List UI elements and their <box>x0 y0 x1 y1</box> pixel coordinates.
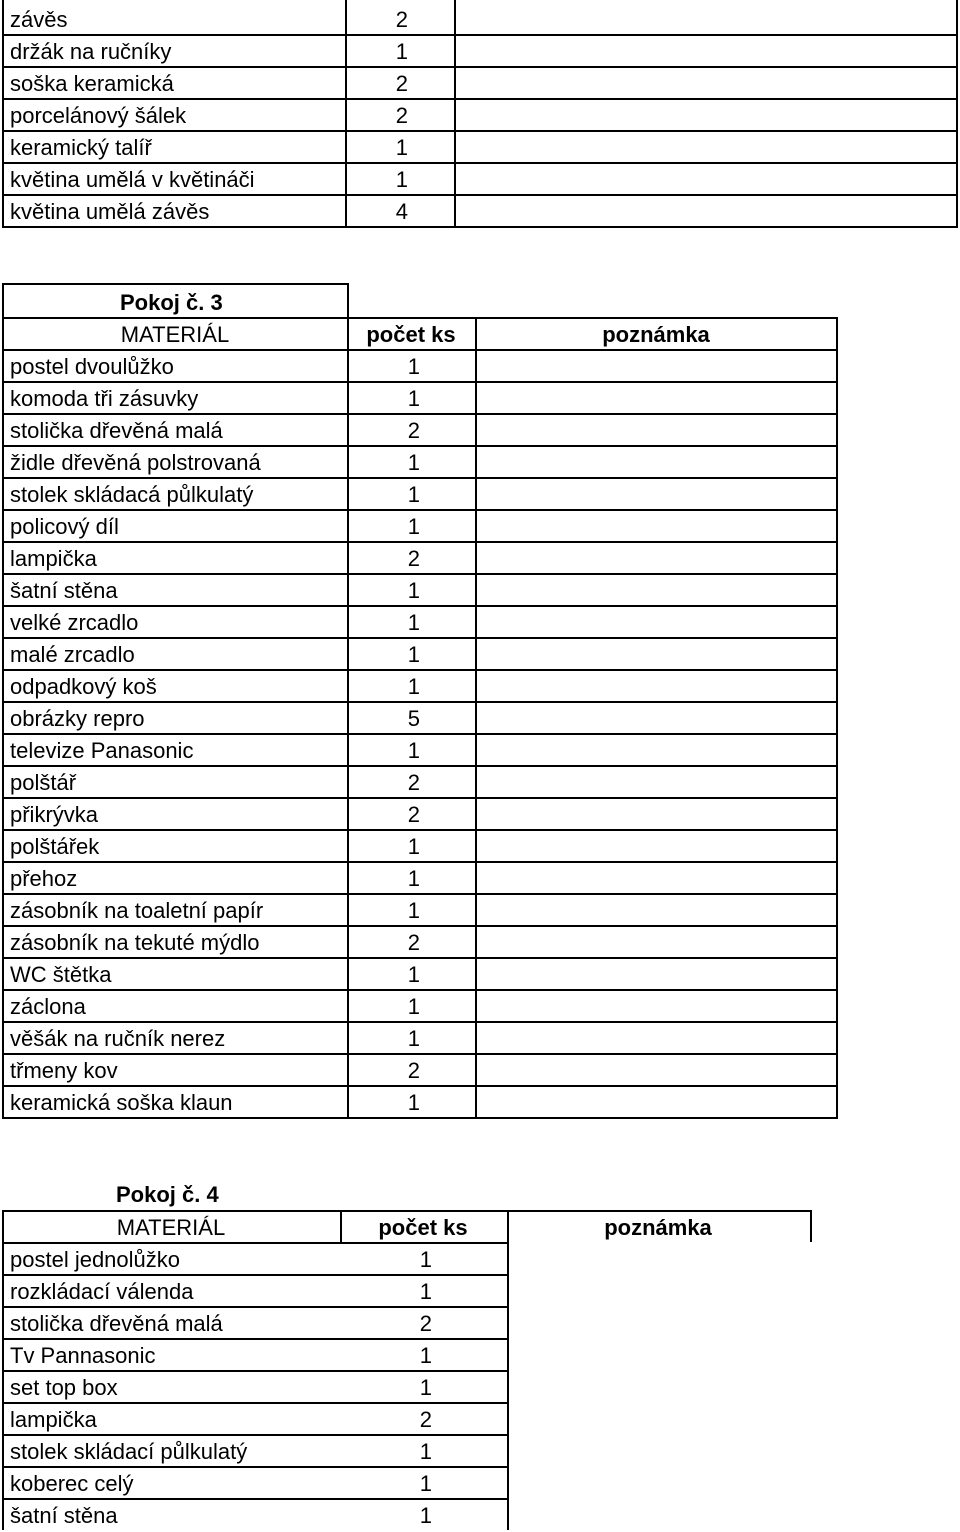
table-row <box>0 383 960 415</box>
section-title-room-3 <box>0 287 960 319</box>
grid-line <box>2 637 838 639</box>
item-count: 2 <box>407 418 420 443</box>
item-name: komoda tři zásuvky <box>10 386 199 411</box>
grid-line <box>2 797 838 799</box>
grid-line <box>2 162 957 164</box>
item-name: šatní stěna <box>10 578 118 603</box>
table-row <box>0 863 960 895</box>
item-name: přikrývka <box>10 802 99 827</box>
grid-line <box>2 1338 507 1340</box>
table-row <box>0 735 960 767</box>
table-header <box>0 319 960 351</box>
table-row <box>0 767 960 799</box>
table-row <box>0 991 960 1023</box>
grid-line <box>2 541 838 543</box>
section-title-room-4 <box>0 1179 960 1211</box>
table-row <box>0 1372 960 1404</box>
table-row <box>0 1468 960 1500</box>
grid-line <box>2 925 838 927</box>
item-name: postel jednolůžko <box>10 1247 181 1272</box>
grid-line <box>2 130 957 132</box>
grid-line <box>2 733 838 735</box>
grid-line <box>2 1306 507 1308</box>
item-name: velké zrcadlo <box>10 610 139 635</box>
grid-line <box>2 317 838 319</box>
table-row <box>0 799 960 831</box>
grid-line <box>2 509 838 511</box>
item-name: květina umělá závěs <box>10 199 210 224</box>
table-row <box>0 639 960 671</box>
table-row <box>0 415 960 447</box>
item-count: 1 <box>407 642 420 667</box>
grid-line <box>2 989 838 991</box>
item-count: 1 <box>407 514 420 539</box>
grid-line <box>347 283 349 1117</box>
item-count: 1 <box>395 39 408 64</box>
grid-line <box>507 1210 509 1530</box>
grid-line <box>2 1085 838 1087</box>
table-row <box>0 68 960 100</box>
grid-line <box>2 765 838 767</box>
table-row <box>0 36 960 68</box>
item-name: televize Panasonic <box>10 738 194 763</box>
item-name: přehoz <box>10 866 78 891</box>
table-row <box>0 196 960 228</box>
table-row <box>0 895 960 927</box>
grid-line <box>2 283 349 285</box>
item-name: odpadkový koš <box>10 674 157 699</box>
table-row <box>0 447 960 479</box>
table-row <box>0 164 960 196</box>
grid-line <box>2 1434 507 1436</box>
item-name: porcelánový šálek <box>10 103 187 128</box>
header-count: počet ks <box>378 1215 468 1240</box>
item-count: 1 <box>407 1090 420 1115</box>
item-count: 4 <box>395 199 408 224</box>
item-count: 1 <box>407 482 420 507</box>
grid-line <box>2 1402 507 1404</box>
item-name: polštář <box>10 770 77 795</box>
table-row <box>0 479 960 511</box>
table-row <box>0 1087 960 1119</box>
grid-line <box>2 701 838 703</box>
table-row <box>0 575 960 607</box>
grid-line <box>340 1210 342 1242</box>
item-name: soška keramická <box>10 71 174 96</box>
item-name: Tv Pannasonic <box>10 1343 156 1368</box>
grid-line <box>2 1242 507 1244</box>
item-count: 1 <box>407 386 420 411</box>
item-count: 2 <box>395 71 408 96</box>
item-count: 2 <box>407 930 420 955</box>
table-row <box>0 543 960 575</box>
table-row <box>0 1308 960 1340</box>
grid-line <box>345 0 347 228</box>
item-count: 2 <box>407 802 420 827</box>
item-count: 1 <box>395 167 408 192</box>
item-name: policový díl <box>10 514 119 539</box>
item-count: 1 <box>407 898 420 923</box>
item-name: postel dvoulůžko <box>10 354 174 379</box>
header-note: poznámka <box>602 322 710 347</box>
table-row <box>0 132 960 164</box>
item-count: 1 <box>407 866 420 891</box>
header-material: MATERIÁL <box>116 1215 226 1240</box>
item-name: stolička dřevěná malá <box>10 1311 223 1336</box>
item-count: 2 <box>407 770 420 795</box>
item-count: 1 <box>407 610 420 635</box>
item-count: 1 <box>407 738 420 763</box>
item-name: třmeny kov <box>10 1058 118 1083</box>
item-count: 1 <box>407 578 420 603</box>
item-count: 2 <box>407 1058 420 1083</box>
item-count: 1 <box>419 1503 432 1528</box>
item-name: set top box <box>10 1375 118 1400</box>
table-row <box>0 1276 960 1308</box>
item-count: 1 <box>407 834 420 859</box>
item-count: 1 <box>407 962 420 987</box>
item-name: zásobník na toaletní papír <box>10 898 264 923</box>
item-name: obrázky repro <box>10 706 145 731</box>
grid-line <box>2 1210 4 1530</box>
item-name: keramická soška klaun <box>10 1090 233 1115</box>
grid-line <box>2 893 838 895</box>
grid-line <box>454 0 456 228</box>
item-count: 1 <box>419 1439 432 1464</box>
item-name: stolička dřevěná malá <box>10 418 223 443</box>
item-count: 2 <box>395 103 408 128</box>
item-count: 1 <box>407 674 420 699</box>
item-count: 1 <box>407 354 420 379</box>
table-row <box>0 1340 960 1372</box>
grid-line <box>475 317 477 1117</box>
item-name: věšák na ručník nerez <box>10 1026 226 1051</box>
item-name: stolek skládací půlkulatý <box>10 1439 248 1464</box>
grid-line <box>2 381 838 383</box>
table-row <box>0 1404 960 1436</box>
table-row <box>0 1244 960 1276</box>
item-count: 2 <box>419 1407 432 1432</box>
item-name: záclona <box>10 994 86 1019</box>
grid-line <box>2 283 4 1117</box>
item-count: 1 <box>419 1247 432 1272</box>
item-count: 1 <box>419 1471 432 1496</box>
grid-line <box>2 66 957 68</box>
grid-line <box>2 1370 507 1372</box>
item-count: 1 <box>395 135 408 160</box>
item-name: šatní stěna <box>10 1503 118 1528</box>
table-row <box>0 4 960 36</box>
grid-line <box>2 477 838 479</box>
table-row <box>0 1436 960 1468</box>
item-count: 1 <box>419 1375 432 1400</box>
room-title: Pokoj č. 3 <box>120 290 223 315</box>
header-note: poznámka <box>604 1215 712 1240</box>
item-count: 5 <box>407 706 420 731</box>
item-name: WC štětka <box>10 962 112 987</box>
item-name: lampička <box>10 1407 97 1432</box>
item-name: lampička <box>10 546 97 571</box>
grid-line <box>2 349 838 351</box>
item-name: koberec celý <box>10 1471 134 1496</box>
item-count: 2 <box>407 546 420 571</box>
table-row <box>0 927 960 959</box>
grid-line <box>2 669 838 671</box>
table-row <box>0 607 960 639</box>
item-name: malé zrcadlo <box>10 642 135 667</box>
grid-line <box>2 0 4 228</box>
header-count: počet ks <box>366 322 456 347</box>
item-name: polštářek <box>10 834 100 859</box>
item-count: 1 <box>407 994 420 1019</box>
table-row <box>0 351 960 383</box>
grid-line <box>956 0 958 228</box>
item-count: 1 <box>419 1343 432 1368</box>
room-title: Pokoj č. 4 <box>116 1182 219 1207</box>
item-name: zásobník na tekuté mýdlo <box>10 930 260 955</box>
item-count: 1 <box>419 1279 432 1304</box>
grid-line <box>2 445 838 447</box>
item-name: držák na ručníky <box>10 39 172 64</box>
item-name: květina umělá v květináči <box>10 167 255 192</box>
grid-line <box>2 194 957 196</box>
grid-line <box>2 226 957 228</box>
table-row <box>0 1500 960 1532</box>
grid-line <box>2 861 838 863</box>
grid-line <box>2 413 838 415</box>
item-name: závěs <box>10 7 68 32</box>
item-count: 1 <box>407 1026 420 1051</box>
table-row <box>0 511 960 543</box>
grid-line <box>2 1117 838 1119</box>
header-material: MATERIÁL <box>120 322 230 347</box>
grid-line <box>2 605 838 607</box>
item-name: stolek skládacá půlkulatý <box>10 482 254 507</box>
grid-line <box>2 1274 507 1276</box>
grid-line <box>2 34 957 36</box>
grid-line <box>2 1498 507 1500</box>
table-row <box>0 1023 960 1055</box>
table-header <box>0 1212 960 1244</box>
table-row <box>0 831 960 863</box>
item-count: 2 <box>419 1311 432 1336</box>
grid-line <box>2 573 838 575</box>
grid-line <box>2 1021 838 1023</box>
table-row <box>0 671 960 703</box>
grid-line <box>810 1210 812 1242</box>
table-row <box>0 959 960 991</box>
grid-line <box>2 1210 810 1212</box>
table-row <box>0 703 960 735</box>
item-count: 1 <box>407 450 420 475</box>
item-name: židle dřevěná polstrovaná <box>10 450 261 475</box>
item-count: 2 <box>395 7 408 32</box>
grid-line <box>836 317 838 1117</box>
grid-line <box>2 829 838 831</box>
grid-line <box>2 98 957 100</box>
grid-line <box>2 1466 507 1468</box>
table-row <box>0 1055 960 1087</box>
item-name: rozkládací válenda <box>10 1279 194 1304</box>
item-name: keramický talíř <box>10 135 152 160</box>
grid-line <box>2 957 838 959</box>
table-row <box>0 100 960 132</box>
grid-line <box>2 1053 838 1055</box>
